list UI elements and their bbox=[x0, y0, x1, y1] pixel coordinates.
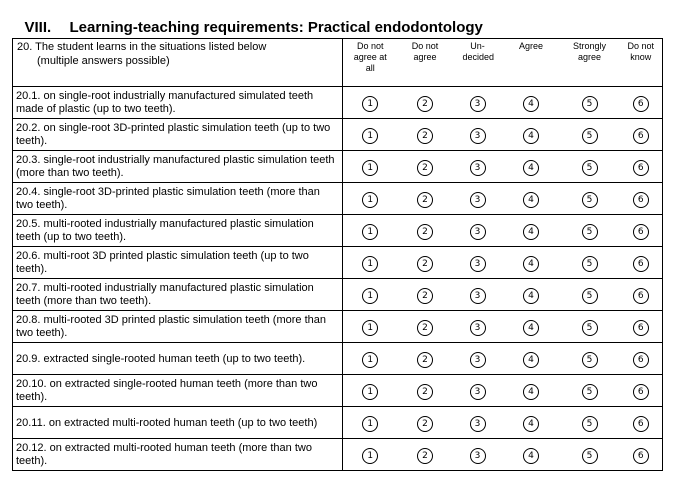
item-label: 20.2. on single-root 3D-printed plastic simulation teeth (up to two teeth). bbox=[13, 119, 343, 151]
rating-option[interactable] bbox=[560, 183, 620, 215]
column-header: Do not know bbox=[620, 39, 663, 87]
circled-number-1: 1 bbox=[362, 160, 378, 176]
rating-option[interactable] bbox=[503, 119, 560, 151]
rating-option[interactable] bbox=[503, 311, 560, 343]
circled-number-4: 4 bbox=[523, 96, 539, 112]
table-row bbox=[13, 343, 663, 375]
rating-option[interactable] bbox=[560, 119, 620, 151]
question-text bbox=[13, 39, 343, 87]
rating-option[interactable] bbox=[620, 343, 663, 375]
circled-number-2: 2 bbox=[417, 96, 433, 112]
rating-option[interactable] bbox=[343, 343, 398, 375]
circled-number-1: 1 bbox=[362, 320, 378, 336]
rating-option[interactable] bbox=[620, 439, 663, 471]
circled-number-2: 2 bbox=[417, 128, 433, 144]
item-label: 20.5. multi-rooted industrially manufactured plastic simulation teeth (up to two teeth). bbox=[13, 215, 343, 247]
rating-option[interactable] bbox=[343, 183, 398, 215]
rating-option[interactable] bbox=[560, 311, 620, 343]
circled-number-5: 5 bbox=[582, 256, 598, 272]
rating-option[interactable] bbox=[343, 151, 398, 183]
circled-number-3: 3 bbox=[470, 96, 486, 112]
rating-option[interactable] bbox=[560, 247, 620, 279]
rating-option[interactable] bbox=[398, 375, 453, 407]
circled-number-1: 1 bbox=[362, 416, 378, 432]
table-row bbox=[13, 215, 663, 247]
circled-number-1: 1 bbox=[362, 256, 378, 272]
circled-number-1: 1 bbox=[362, 352, 378, 368]
rating-option[interactable] bbox=[398, 215, 453, 247]
rating-option[interactable] bbox=[503, 151, 560, 183]
circled-number-6: 6 bbox=[633, 448, 649, 464]
question-line-1: 20. The student learns in the situations listed below bbox=[17, 41, 267, 53]
circled-number-4: 4 bbox=[523, 128, 539, 144]
rating-option[interactable] bbox=[398, 119, 453, 151]
circled-number-2: 2 bbox=[417, 416, 433, 432]
circled-number-2: 2 bbox=[417, 224, 433, 240]
rating-option[interactable] bbox=[343, 215, 398, 247]
rating-option[interactable] bbox=[453, 151, 503, 183]
rating-option[interactable] bbox=[398, 311, 453, 343]
rating-option[interactable] bbox=[343, 87, 398, 119]
circled-number-4: 4 bbox=[523, 160, 539, 176]
rating-option[interactable] bbox=[503, 407, 560, 439]
item-label: 20.12. on extracted multi-rooted human teeth (more than two teeth). bbox=[13, 439, 343, 471]
rating-option[interactable] bbox=[343, 407, 398, 439]
circled-number-6: 6 bbox=[633, 288, 649, 304]
rating-option[interactable] bbox=[560, 407, 620, 439]
circled-number-3: 3 bbox=[470, 288, 486, 304]
circled-number-1: 1 bbox=[362, 192, 378, 208]
rating-option[interactable] bbox=[398, 407, 453, 439]
rating-option[interactable] bbox=[620, 87, 663, 119]
rating-option[interactable] bbox=[503, 375, 560, 407]
circled-number-6: 6 bbox=[633, 384, 649, 400]
circled-number-2: 2 bbox=[417, 352, 433, 368]
item-label: 20.9. extracted single-rooted human teeth (up to two teeth). bbox=[13, 343, 343, 375]
rating-option[interactable] bbox=[620, 279, 663, 311]
circled-number-6: 6 bbox=[633, 192, 649, 208]
circled-number-1: 1 bbox=[362, 448, 378, 464]
rating-option[interactable] bbox=[343, 375, 398, 407]
circled-number-3: 3 bbox=[470, 352, 486, 368]
rating-option[interactable] bbox=[453, 119, 503, 151]
circled-number-3: 3 bbox=[470, 192, 486, 208]
circled-number-6: 6 bbox=[633, 224, 649, 240]
rating-option[interactable] bbox=[453, 343, 503, 375]
rating-option[interactable] bbox=[343, 439, 398, 471]
rating-option[interactable] bbox=[620, 407, 663, 439]
circled-number-5: 5 bbox=[582, 352, 598, 368]
rating-option[interactable] bbox=[620, 247, 663, 279]
rating-option[interactable] bbox=[453, 183, 503, 215]
item-label: 20.1. on single-root industrially manufactured simulated teeth made of plastic (up to two teeth). bbox=[13, 87, 343, 119]
circled-number-1: 1 bbox=[362, 128, 378, 144]
rating-option[interactable] bbox=[343, 119, 398, 151]
circled-number-5: 5 bbox=[582, 128, 598, 144]
rating-option[interactable] bbox=[343, 279, 398, 311]
rating-option[interactable] bbox=[453, 279, 503, 311]
circled-number-3: 3 bbox=[470, 320, 486, 336]
table-row bbox=[13, 87, 663, 119]
item-label: 20.8. multi-rooted 3D printed plastic simulation teeth (more than two teeth). bbox=[13, 311, 343, 343]
item-label: 20.10. on extracted single-rooted human teeth (more than two teeth). bbox=[13, 375, 343, 407]
circled-number-4: 4 bbox=[523, 256, 539, 272]
rating-option[interactable] bbox=[398, 87, 453, 119]
circled-number-6: 6 bbox=[633, 352, 649, 368]
rating-option[interactable] bbox=[620, 215, 663, 247]
circled-number-4: 4 bbox=[523, 416, 539, 432]
rating-option[interactable] bbox=[560, 215, 620, 247]
circled-number-4: 4 bbox=[523, 384, 539, 400]
column-header: Do not agree at all bbox=[343, 39, 398, 87]
circled-number-2: 2 bbox=[417, 256, 433, 272]
section-heading bbox=[13, 16, 663, 39]
section-title: Learning-teaching requirements: Practical endodontology bbox=[69, 18, 483, 36]
rating-option[interactable] bbox=[453, 439, 503, 471]
column-header: Un-decided bbox=[453, 39, 503, 87]
rating-option[interactable] bbox=[503, 215, 560, 247]
circled-number-1: 1 bbox=[362, 288, 378, 304]
rating-option[interactable] bbox=[503, 247, 560, 279]
table-row bbox=[13, 407, 663, 439]
rating-option[interactable] bbox=[343, 247, 398, 279]
section-number: VIII. bbox=[24, 18, 52, 36]
questionnaire bbox=[12, 16, 662, 471]
circled-number-1: 1 bbox=[362, 96, 378, 112]
circled-number-4: 4 bbox=[523, 288, 539, 304]
rating-option[interactable] bbox=[453, 215, 503, 247]
circled-number-3: 3 bbox=[470, 448, 486, 464]
circled-number-1: 1 bbox=[362, 224, 378, 240]
circled-number-6: 6 bbox=[633, 160, 649, 176]
rating-option[interactable] bbox=[453, 311, 503, 343]
rating-option[interactable] bbox=[398, 439, 453, 471]
rating-option[interactable] bbox=[503, 439, 560, 471]
circled-number-5: 5 bbox=[582, 160, 598, 176]
circled-number-5: 5 bbox=[582, 288, 598, 304]
rating-option[interactable] bbox=[620, 375, 663, 407]
circled-number-5: 5 bbox=[582, 320, 598, 336]
circled-number-3: 3 bbox=[470, 160, 486, 176]
item-label: 20.6. multi-root 3D printed plastic simulation teeth (up to two teeth). bbox=[13, 247, 343, 279]
table-row bbox=[13, 247, 663, 279]
circled-number-3: 3 bbox=[470, 256, 486, 272]
circled-number-6: 6 bbox=[633, 416, 649, 432]
rating-option[interactable] bbox=[453, 407, 503, 439]
item-label: 20.7. multi-rooted industrially manufactured plastic simulation teeth (more than two teeth). bbox=[13, 279, 343, 311]
circled-number-4: 4 bbox=[523, 192, 539, 208]
item-label: 20.3. single-root industrially manufactured plastic simulation teeth (more than two teeth). bbox=[13, 151, 343, 183]
rating-option[interactable] bbox=[560, 87, 620, 119]
header-row bbox=[13, 39, 663, 87]
rating-option[interactable] bbox=[560, 279, 620, 311]
rating-option[interactable] bbox=[620, 119, 663, 151]
circled-number-6: 6 bbox=[633, 320, 649, 336]
circled-number-5: 5 bbox=[582, 416, 598, 432]
circled-number-4: 4 bbox=[523, 224, 539, 240]
table-row bbox=[13, 439, 663, 471]
rating-option[interactable] bbox=[398, 279, 453, 311]
circled-number-5: 5 bbox=[582, 384, 598, 400]
rating-option[interactable] bbox=[398, 151, 453, 183]
item-label: 20.4. single-root 3D-printed plastic simulation teeth (more than two teeth). bbox=[13, 183, 343, 215]
rating-option[interactable] bbox=[453, 87, 503, 119]
circled-number-5: 5 bbox=[582, 448, 598, 464]
rating-option[interactable] bbox=[503, 87, 560, 119]
rating-option[interactable] bbox=[560, 375, 620, 407]
circled-number-2: 2 bbox=[417, 160, 433, 176]
rating-option[interactable] bbox=[620, 151, 663, 183]
rating-option[interactable] bbox=[560, 439, 620, 471]
circled-number-4: 4 bbox=[523, 448, 539, 464]
circled-number-3: 3 bbox=[470, 416, 486, 432]
rating-option[interactable] bbox=[398, 343, 453, 375]
rating-option[interactable] bbox=[620, 183, 663, 215]
question-line-2: (multiple answers possible) bbox=[37, 55, 170, 67]
circled-number-5: 5 bbox=[582, 96, 598, 112]
circled-number-2: 2 bbox=[417, 320, 433, 336]
table-row bbox=[13, 119, 663, 151]
survey-table bbox=[12, 16, 663, 471]
circled-number-6: 6 bbox=[633, 96, 649, 112]
table-row bbox=[13, 183, 663, 215]
circled-number-6: 6 bbox=[633, 256, 649, 272]
circled-number-6: 6 bbox=[633, 128, 649, 144]
rating-option[interactable] bbox=[503, 343, 560, 375]
table-row bbox=[13, 151, 663, 183]
rating-option[interactable] bbox=[503, 183, 560, 215]
rating-option[interactable] bbox=[503, 279, 560, 311]
circled-number-5: 5 bbox=[582, 224, 598, 240]
rating-option[interactable] bbox=[560, 343, 620, 375]
circled-number-4: 4 bbox=[523, 352, 539, 368]
rating-option[interactable] bbox=[560, 151, 620, 183]
rating-option[interactable] bbox=[398, 183, 453, 215]
rating-option[interactable] bbox=[620, 311, 663, 343]
circled-number-5: 5 bbox=[582, 192, 598, 208]
circled-number-4: 4 bbox=[523, 320, 539, 336]
item-rows bbox=[13, 87, 663, 471]
table-row bbox=[13, 375, 663, 407]
circled-number-1: 1 bbox=[362, 384, 378, 400]
circled-number-2: 2 bbox=[417, 448, 433, 464]
circled-number-2: 2 bbox=[417, 288, 433, 304]
circled-number-2: 2 bbox=[417, 384, 433, 400]
circled-number-2: 2 bbox=[417, 192, 433, 208]
rating-option[interactable] bbox=[453, 247, 503, 279]
table-row bbox=[13, 279, 663, 311]
circled-number-3: 3 bbox=[470, 224, 486, 240]
circled-number-3: 3 bbox=[470, 384, 486, 400]
item-label: 20.11. on extracted multi-rooted human teeth (up to two teeth) bbox=[13, 407, 343, 439]
circled-number-3: 3 bbox=[470, 128, 486, 144]
column-header: Strongly agree bbox=[560, 39, 620, 87]
rating-option[interactable] bbox=[398, 247, 453, 279]
table-row bbox=[13, 311, 663, 343]
column-header: Agree bbox=[503, 39, 560, 87]
rating-option[interactable] bbox=[343, 311, 398, 343]
column-header: Do not agree bbox=[398, 39, 453, 87]
rating-option[interactable] bbox=[453, 375, 503, 407]
